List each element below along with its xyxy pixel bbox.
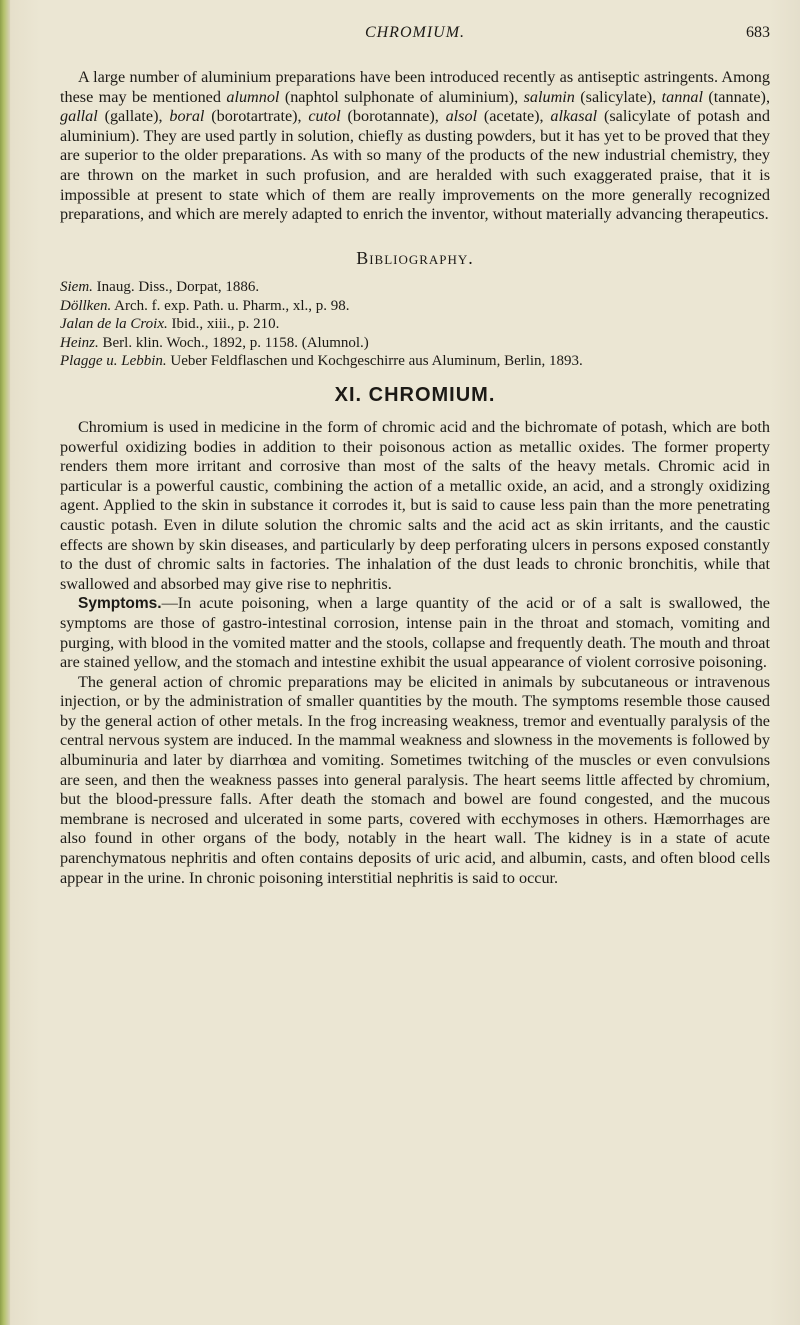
text-span: (salicylate of potash and aluminium). They are used partly in solution, chiefly as dusting powders, but it has yet to be proved that they are superior to the older preparations. As with so many of the products of the new industrial chemistry, they are thrown on the market in such profusion, and are heralded with such exaggerated praise, that it is impossible at present to state which of them are really improvements on the more generally recognized preparations, and which are merely adapted to enrich the inventor, without materially advancing therapeutics.	[60, 107, 770, 224]
term-cutol: cutol	[308, 107, 341, 126]
text-span: (acetate),	[477, 107, 551, 126]
symptoms-text: —In acute poisoning, when a large quantity of the acid or of a salt is swallowed, the symptoms are those of gastro-intestinal corrosion, intense pain in the throat and stomach, vomiting and purging, with blood in the vomited matter and the stools, collapse and frequently death. The mouth and throat are stained yellow, and the stomach and intestine exhibit the usual appearance of violent corrosive poisoning.	[60, 594, 770, 672]
text-span: (borotannate),	[340, 107, 446, 126]
text-span: (tannate),	[703, 87, 770, 106]
term-boral: boral	[169, 107, 205, 126]
bibliography-entry	[60, 352, 770, 370]
paragraph-general-action: The general action of chromic preparations may be elicited in animals by subcutaneous or intravenous injection, or by the administration of smaller quantities by the mouth. The symptoms resemble those caused by the general action of other metals. In the frog increasing weakness, tremor and eventually paralysis of the central nervous system are induced. In the mammal weakness and slowness in the movements is followed by albuminuria and later by diarrhœa and vomiting. Sometimes twitching of the muscles or even convulsions are seen, and then the weakness passes into general paralysis. The heart seems little affected by chromium, but the blood-pressure falls. After death the stomach and bowel are found congested, and the mucous membrane is necrosed and ulcerated in some parts, covered with ecchymoses in others. Hæmorrhages are also found in other organs of the body, notably in the heart wall. The kidney is in a state of acute parenchymatous nephritis and often contains deposits of uric acid, and albumin, casts, and often blood cells appear in the urine. In chronic poisoning interstitial nephritis is said to occur.	[60, 672, 770, 887]
page-header	[60, 24, 770, 48]
paragraph-chromium-usage: Chromium is used in medicine in the form of chromic acid and the bichromate of potash, which are both powerful oxidizing bodies in addition to their poisonous action as metallic oxides. The former property renders them more irritant and corrosive than most of the salts of the heavy metals. Chromic acid in particular is a powerful caustic, combining the action of a metallic oxide, an acid, and a strongly oxidizing agent. Applied to the skin in substance it corrodes it, but is said to cause less pain than the more penetrating caustic potash. Even in dilute solution the chromic salts and the acid act as skin irritants, and the caustic effects are shown by skin diseases, and particularly by deep perforating ulcers in persons exposed constantly to the dust of chromic salts in factories. The inhalation of the dust leads to chronic bronchitis, while that swallowed and absorbed may give rise to nephritis.	[60, 417, 770, 593]
term-salumin: salumin	[523, 87, 575, 106]
bibliography-heading: Bibliography.	[356, 247, 474, 268]
bibliography-entry	[60, 278, 770, 296]
paragraph-symptoms	[60, 594, 770, 672]
bibliography-list	[60, 278, 770, 370]
bib-author: Jalan de la Croix.	[60, 316, 168, 333]
text-span: (borotartrate),	[204, 107, 309, 126]
symptoms-heading: Symptoms.	[78, 595, 162, 613]
text-span: (gallate),	[97, 107, 170, 126]
page-binding-edge	[0, 0, 10, 1325]
bibliography-entry	[60, 297, 770, 315]
term-alkasal: alkasal	[550, 107, 598, 126]
bibliography-entry	[60, 334, 770, 352]
page-number: 683	[746, 24, 770, 41]
running-title: CHROMIUM.	[364, 24, 466, 41]
bibliography-entry	[60, 315, 770, 333]
text-span: (naphtol sulphonate of aluminium),	[279, 87, 524, 106]
bib-citation: Inaug. Diss., Dorpat, 1886.	[92, 279, 260, 296]
term-gallal: gallal	[60, 107, 98, 126]
bib-author: Plagge u. Lebbin.	[60, 352, 167, 369]
bib-author: Döllken.	[60, 297, 112, 314]
bib-citation: Ueber Feldflaschen und Kochgeschirre aus Aluminum, Berlin, 1893.	[166, 352, 583, 369]
chapter-title: XI. CHROMIUM.	[334, 384, 496, 407]
bib-citation: Berl. klin. Woch., 1892, p. 1158. (Alumnol.)	[98, 334, 369, 351]
term-alumnol: alumnol	[226, 87, 280, 106]
bib-author: Heinz.	[60, 334, 99, 351]
term-alsol: alsol	[445, 107, 478, 126]
bib-citation: Arch. f. exp. Path. u. Pharm., xl., p. 98.	[111, 297, 350, 314]
bib-citation: Ibid., xiii., p. 210.	[167, 316, 280, 333]
text-span: (salicylate),	[574, 87, 662, 106]
bib-author: Siem.	[60, 279, 93, 296]
intro-paragraph	[60, 68, 770, 225]
page-body	[60, 68, 770, 888]
term-tannal: tannal	[661, 87, 704, 106]
text-span: A large number of aluminium preparations have been introduced recently as antiseptic astringents. Among these may be mentioned	[60, 68, 770, 106]
